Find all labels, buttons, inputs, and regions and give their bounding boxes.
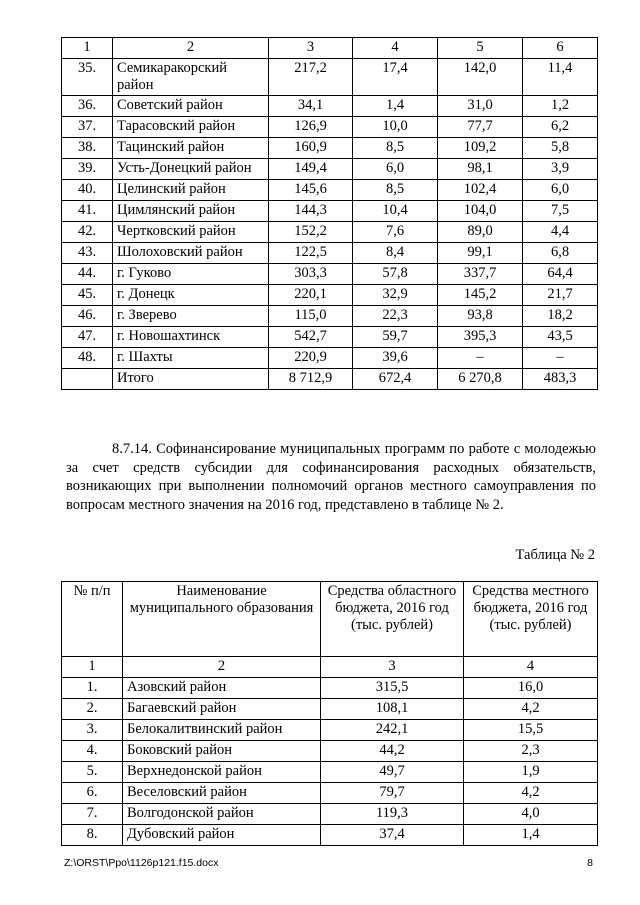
municipality-name: Усть-Донецкий район <box>113 159 269 180</box>
row-number: 46. <box>62 306 113 327</box>
value-col4: 10,4 <box>353 201 438 222</box>
value-col5: 31,0 <box>438 96 523 117</box>
value-col6: 21,7 <box>523 285 598 306</box>
value-col3: 8 712,9 <box>269 369 353 390</box>
row-number <box>62 369 113 390</box>
value-col4: 1,4 <box>353 96 438 117</box>
row-number: 7. <box>62 804 123 825</box>
local-budget-value: 4,2 <box>464 783 598 804</box>
value-col4: 32,9 <box>353 285 438 306</box>
value-col5: 395,3 <box>438 327 523 348</box>
value-col6: 6,0 <box>523 180 598 201</box>
value-col3: 160,9 <box>269 138 353 159</box>
table-row <box>62 783 598 804</box>
value-col3: 144,3 <box>269 201 353 222</box>
value-col6: 7,5 <box>523 201 598 222</box>
header-number: № п/п <box>62 582 123 657</box>
value-col4: 10,0 <box>353 117 438 138</box>
table-row <box>62 720 598 741</box>
regional-budget-value: 49,7 <box>321 762 464 783</box>
municipality-name: Верхнедонской район <box>123 762 321 783</box>
local-budget-value: 4,0 <box>464 804 598 825</box>
value-col4: 59,7 <box>353 327 438 348</box>
value-col3: 145,6 <box>269 180 353 201</box>
header-municipality: Наименование муниципального образования <box>123 582 321 657</box>
value-col3: 152,2 <box>269 222 353 243</box>
local-budget-value: 16,0 <box>464 678 598 699</box>
value-col3: 149,4 <box>269 159 353 180</box>
row-number: 5. <box>62 762 123 783</box>
municipality-name: Семикаракорский район <box>113 59 269 96</box>
row-number: 37. <box>62 117 113 138</box>
regional-budget-value: 119,3 <box>321 804 464 825</box>
column-number-cell: 4 <box>353 38 438 59</box>
row-number: 8. <box>62 825 123 846</box>
municipality-name: Итого <box>113 369 269 390</box>
municipality-name: г. Гуково <box>113 264 269 285</box>
local-budget-value: 4,2 <box>464 699 598 720</box>
column-number-cell: 6 <box>523 38 598 59</box>
column-number-cell: 3 <box>269 38 353 59</box>
value-col6: 1,2 <box>523 96 598 117</box>
value-col5: 98,1 <box>438 159 523 180</box>
table2-header-row <box>62 582 598 657</box>
value-col6: 11,4 <box>523 59 598 96</box>
municipality-name: Шолоховский район <box>113 243 269 264</box>
municipality-name: г. Новошахтинск <box>113 327 269 348</box>
municipality-name: Целинский район <box>113 180 269 201</box>
row-number: 3. <box>62 720 123 741</box>
value-col3: 34,1 <box>269 96 353 117</box>
footer-file-path: Z:\ORST\Ppo\1126p121.f15.docx <box>64 857 219 869</box>
table-row <box>62 117 598 138</box>
table-row <box>62 741 598 762</box>
value-col4: 39,6 <box>353 348 438 369</box>
column-number-cell: 1 <box>62 38 113 59</box>
value-col5: 142,0 <box>438 59 523 96</box>
local-budget-value: 2,3 <box>464 741 598 762</box>
value-col4: 8,5 <box>353 138 438 159</box>
value-col3: 126,9 <box>269 117 353 138</box>
table-row <box>62 804 598 825</box>
value-col3: 542,7 <box>269 327 353 348</box>
municipality-name: г. Шахты <box>113 348 269 369</box>
regional-budget-value: 315,5 <box>321 678 464 699</box>
column-number-cell: 3 <box>321 657 464 678</box>
regional-budget-value: 44,2 <box>321 741 464 762</box>
value-col4: 672,4 <box>353 369 438 390</box>
column-number-cell: 5 <box>438 38 523 59</box>
row-number: 47. <box>62 327 113 348</box>
value-col4: 57,8 <box>353 264 438 285</box>
regional-budget-value: 79,7 <box>321 783 464 804</box>
municipality-name: Багаевский район <box>123 699 321 720</box>
table-row <box>62 96 598 117</box>
row-number: 48. <box>62 348 113 369</box>
table-row <box>62 348 598 369</box>
value-col6: 3,9 <box>523 159 598 180</box>
municipality-name: Тарасовский район <box>113 117 269 138</box>
column-number-cell: 2 <box>123 657 321 678</box>
municipality-name: Чертковский район <box>113 222 269 243</box>
local-budget-value: 1,4 <box>464 825 598 846</box>
value-col3: 220,9 <box>269 348 353 369</box>
local-budget-value: 15,5 <box>464 720 598 741</box>
table-row <box>62 678 598 699</box>
value-col5: 77,7 <box>438 117 523 138</box>
row-number: 4. <box>62 741 123 762</box>
table-row <box>62 699 598 720</box>
row-number: 42. <box>62 222 113 243</box>
table1-column-number-row <box>62 38 598 59</box>
row-number: 36. <box>62 96 113 117</box>
column-number-cell: 4 <box>464 657 598 678</box>
value-col5: 145,2 <box>438 285 523 306</box>
value-col5: 93,8 <box>438 306 523 327</box>
table-row <box>62 825 598 846</box>
municipality-name: Дубовский район <box>123 825 321 846</box>
value-col5: 102,4 <box>438 180 523 201</box>
allocation-table-continued <box>61 37 598 390</box>
value-col6: 43,5 <box>523 327 598 348</box>
table2-column-number-row <box>62 657 598 678</box>
municipality-name: Цимлянский район <box>113 201 269 222</box>
value-col4: 22,3 <box>353 306 438 327</box>
value-col6: 5,8 <box>523 138 598 159</box>
municipality-name: Веселовский район <box>123 783 321 804</box>
municipality-name: Волгодонской район <box>123 804 321 825</box>
row-number: 44. <box>62 264 113 285</box>
value-col3: 303,3 <box>269 264 353 285</box>
value-col6: 18,2 <box>523 306 598 327</box>
value-col3: 122,5 <box>269 243 353 264</box>
value-col6: 6,2 <box>523 117 598 138</box>
value-col4: 6,0 <box>353 159 438 180</box>
municipality-name: Боковский район <box>123 741 321 762</box>
municipality-name: Белокалитвинский район <box>123 720 321 741</box>
value-col6: 64,4 <box>523 264 598 285</box>
municipality-name: г. Зверево <box>113 306 269 327</box>
value-col5: 109,2 <box>438 138 523 159</box>
table-row <box>62 180 598 201</box>
table-row <box>62 243 598 264</box>
column-number-cell: 2 <box>113 38 269 59</box>
value-col5: 6 270,8 <box>438 369 523 390</box>
row-number: 45. <box>62 285 113 306</box>
value-col5: – <box>438 348 523 369</box>
row-number: 39. <box>62 159 113 180</box>
row-number: 6. <box>62 783 123 804</box>
table-row <box>62 327 598 348</box>
regional-budget-value: 108,1 <box>321 699 464 720</box>
municipality-name: Советский район <box>113 96 269 117</box>
value-col5: 337,7 <box>438 264 523 285</box>
municipality-name: Азовский район <box>123 678 321 699</box>
value-col4: 7,6 <box>353 222 438 243</box>
table-caption: Таблица № 2 <box>515 547 595 563</box>
table-row <box>62 306 598 327</box>
footer-page-number: 8 <box>587 857 593 869</box>
table-row <box>62 222 598 243</box>
value-col6: 4,4 <box>523 222 598 243</box>
header-local-budget: Средства местного бюджета, 2016 год (тыс. рублей) <box>464 582 598 657</box>
value-col4: 8,4 <box>353 243 438 264</box>
paragraph-8-7-14: 8.7.14. Софинансирование муниципальных программ по работе с молодежью за счет средств субсидии для софинансирования расходных обязательств, возникающих при выполнении полномочий органов местного самоуправления по вопросам местного значения на 2016 год, представлено в таблице № 2. <box>66 441 596 513</box>
table-row <box>62 369 598 390</box>
table-row <box>62 264 598 285</box>
row-number: 38. <box>62 138 113 159</box>
value-col4: 17,4 <box>353 59 438 96</box>
value-col6: 6,8 <box>523 243 598 264</box>
value-col5: 99,1 <box>438 243 523 264</box>
table-row <box>62 59 598 96</box>
regional-budget-value: 37,4 <box>321 825 464 846</box>
row-number: 40. <box>62 180 113 201</box>
local-budget-value: 1,9 <box>464 762 598 783</box>
youth-program-table <box>61 581 598 846</box>
value-col3: 115,0 <box>269 306 353 327</box>
municipality-name: г. Донецк <box>113 285 269 306</box>
table-row <box>62 159 598 180</box>
value-col3: 217,2 <box>269 59 353 96</box>
municipality-name: Тацинский район <box>113 138 269 159</box>
value-col6: 483,3 <box>523 369 598 390</box>
table-row <box>62 138 598 159</box>
row-number: 1. <box>62 678 123 699</box>
table-row <box>62 285 598 306</box>
value-col5: 89,0 <box>438 222 523 243</box>
header-regional-budget: Средства областного бюджета, 2016 год (тыс. рублей) <box>321 582 464 657</box>
value-col4: 8,5 <box>353 180 438 201</box>
table-row <box>62 201 598 222</box>
row-number: 2. <box>62 699 123 720</box>
value-col6: – <box>523 348 598 369</box>
regional-budget-value: 242,1 <box>321 720 464 741</box>
value-col5: 104,0 <box>438 201 523 222</box>
row-number: 43. <box>62 243 113 264</box>
value-col3: 220,1 <box>269 285 353 306</box>
column-number-cell: 1 <box>62 657 123 678</box>
row-number: 35. <box>62 59 113 96</box>
table-row <box>62 762 598 783</box>
row-number: 41. <box>62 201 113 222</box>
